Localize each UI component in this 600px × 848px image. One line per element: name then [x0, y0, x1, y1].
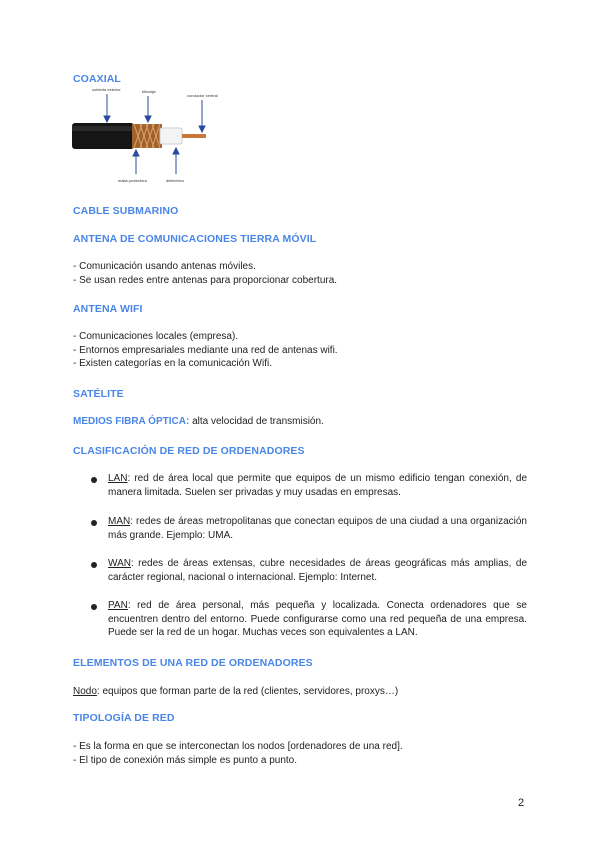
antena-movil-line: - Comunicación usando antenas móviles.: [73, 261, 256, 272]
heading-elementos: ELEMENTOS DE UNA RED DE ORDENADORES: [73, 657, 313, 669]
bullet-man: [108, 515, 527, 542]
term-nodo: Nodo: [73, 686, 97, 697]
label-mesh: malla protectora: [118, 178, 147, 183]
tipologia-line: - El tipo de conexión más simple es punto a punto.: [73, 754, 298, 766]
term-lan: LAN: [108, 473, 128, 484]
antena-wifi-line: - Existen categorías en la comunicación Wifi.: [73, 358, 272, 369]
heading-tipologia: TIPOLOGÍA DE RED: [73, 712, 175, 724]
tipologia-line: - Es la forma en que se interconectan los nodos [ordenadores de una red].: [73, 741, 403, 752]
fibra-text: alta velocidad de transmisión.: [189, 416, 324, 427]
text-man: : redes de áreas metropolitanas que conectan equipos de una ciudad a una organización más grande. Ejemplo: UMA.: [108, 516, 527, 541]
bullet-dot: [91, 604, 97, 610]
heading-clasificacion: CLASIFICACIÓN DE RED DE ORDENADORES: [73, 445, 305, 457]
antena-wifi-line: - Entornos empresariales mediante una red de antenas wifi.: [73, 344, 338, 356]
text-wan: : redes de áreas extensas, cubre necesidades de áreas geográficas más amplias, de carácter regional, nacional o internacional. Ejemplo: Internet.: [108, 558, 527, 583]
bullet-dot: [91, 562, 97, 568]
heading-antena-wifi: ANTENA WIFI: [73, 303, 143, 315]
bullet-dot: [91, 477, 97, 483]
page-number: 2: [518, 797, 525, 809]
coaxial-cable-image: [72, 86, 222, 186]
term-wan: WAN: [108, 558, 131, 569]
label-center: conductor central: [187, 93, 218, 98]
heading-coaxial: COAXIAL: [73, 73, 121, 85]
label-outer: cubierta exterior: [92, 87, 121, 92]
antena-movil-text: [73, 260, 533, 287]
text-lan: : red de área local que permite que equipos de un mismo edificio tengan conexión, de manera limitada. Suelen ser privadas y muy usadas en empresas.: [108, 473, 527, 498]
bullet-dot: [91, 520, 97, 526]
bullet-lan: [108, 472, 527, 499]
label-dielectric: dieléctrico: [166, 178, 185, 183]
tipologia-text: [73, 740, 533, 767]
term-pan: PAN: [108, 600, 128, 611]
fibra-paragraph: [73, 415, 533, 429]
bullet-wan: [108, 557, 527, 584]
term-man: MAN: [108, 516, 131, 527]
fibra-label: MEDIOS FIBRA ÓPTICA:: [73, 416, 190, 427]
heading-cable-submarino: CABLE SUBMARINO: [73, 205, 179, 217]
antena-wifi-line: - Comunicaciones locales (empresa).: [73, 331, 239, 342]
heading-antena-movil: ANTENA DE COMUNICACIONES TIERRA MÓVIL: [73, 233, 317, 245]
label-shield: blindaje: [142, 89, 156, 94]
text-nodo: : equipos que forman parte de la red (clientes, servidores, proxys…): [96, 686, 399, 697]
antena-movil-line: - Se usan redes entre antenas para proporcionar cobertura.: [73, 274, 338, 286]
nodo-paragraph: [73, 685, 533, 699]
bullet-pan: [108, 599, 527, 640]
antena-wifi-text: [73, 330, 533, 371]
heading-satelite: SATÉLITE: [73, 388, 124, 400]
text-pan: : red de área personal, más pequeña y localizada. Conecta ordenadores que se encuentren dentro del entorno. Puede configurarse como una red pequeña de una empresa. Puede ser la red de un hogar. Muchas veces son equivalentes a LAN.: [108, 600, 527, 638]
